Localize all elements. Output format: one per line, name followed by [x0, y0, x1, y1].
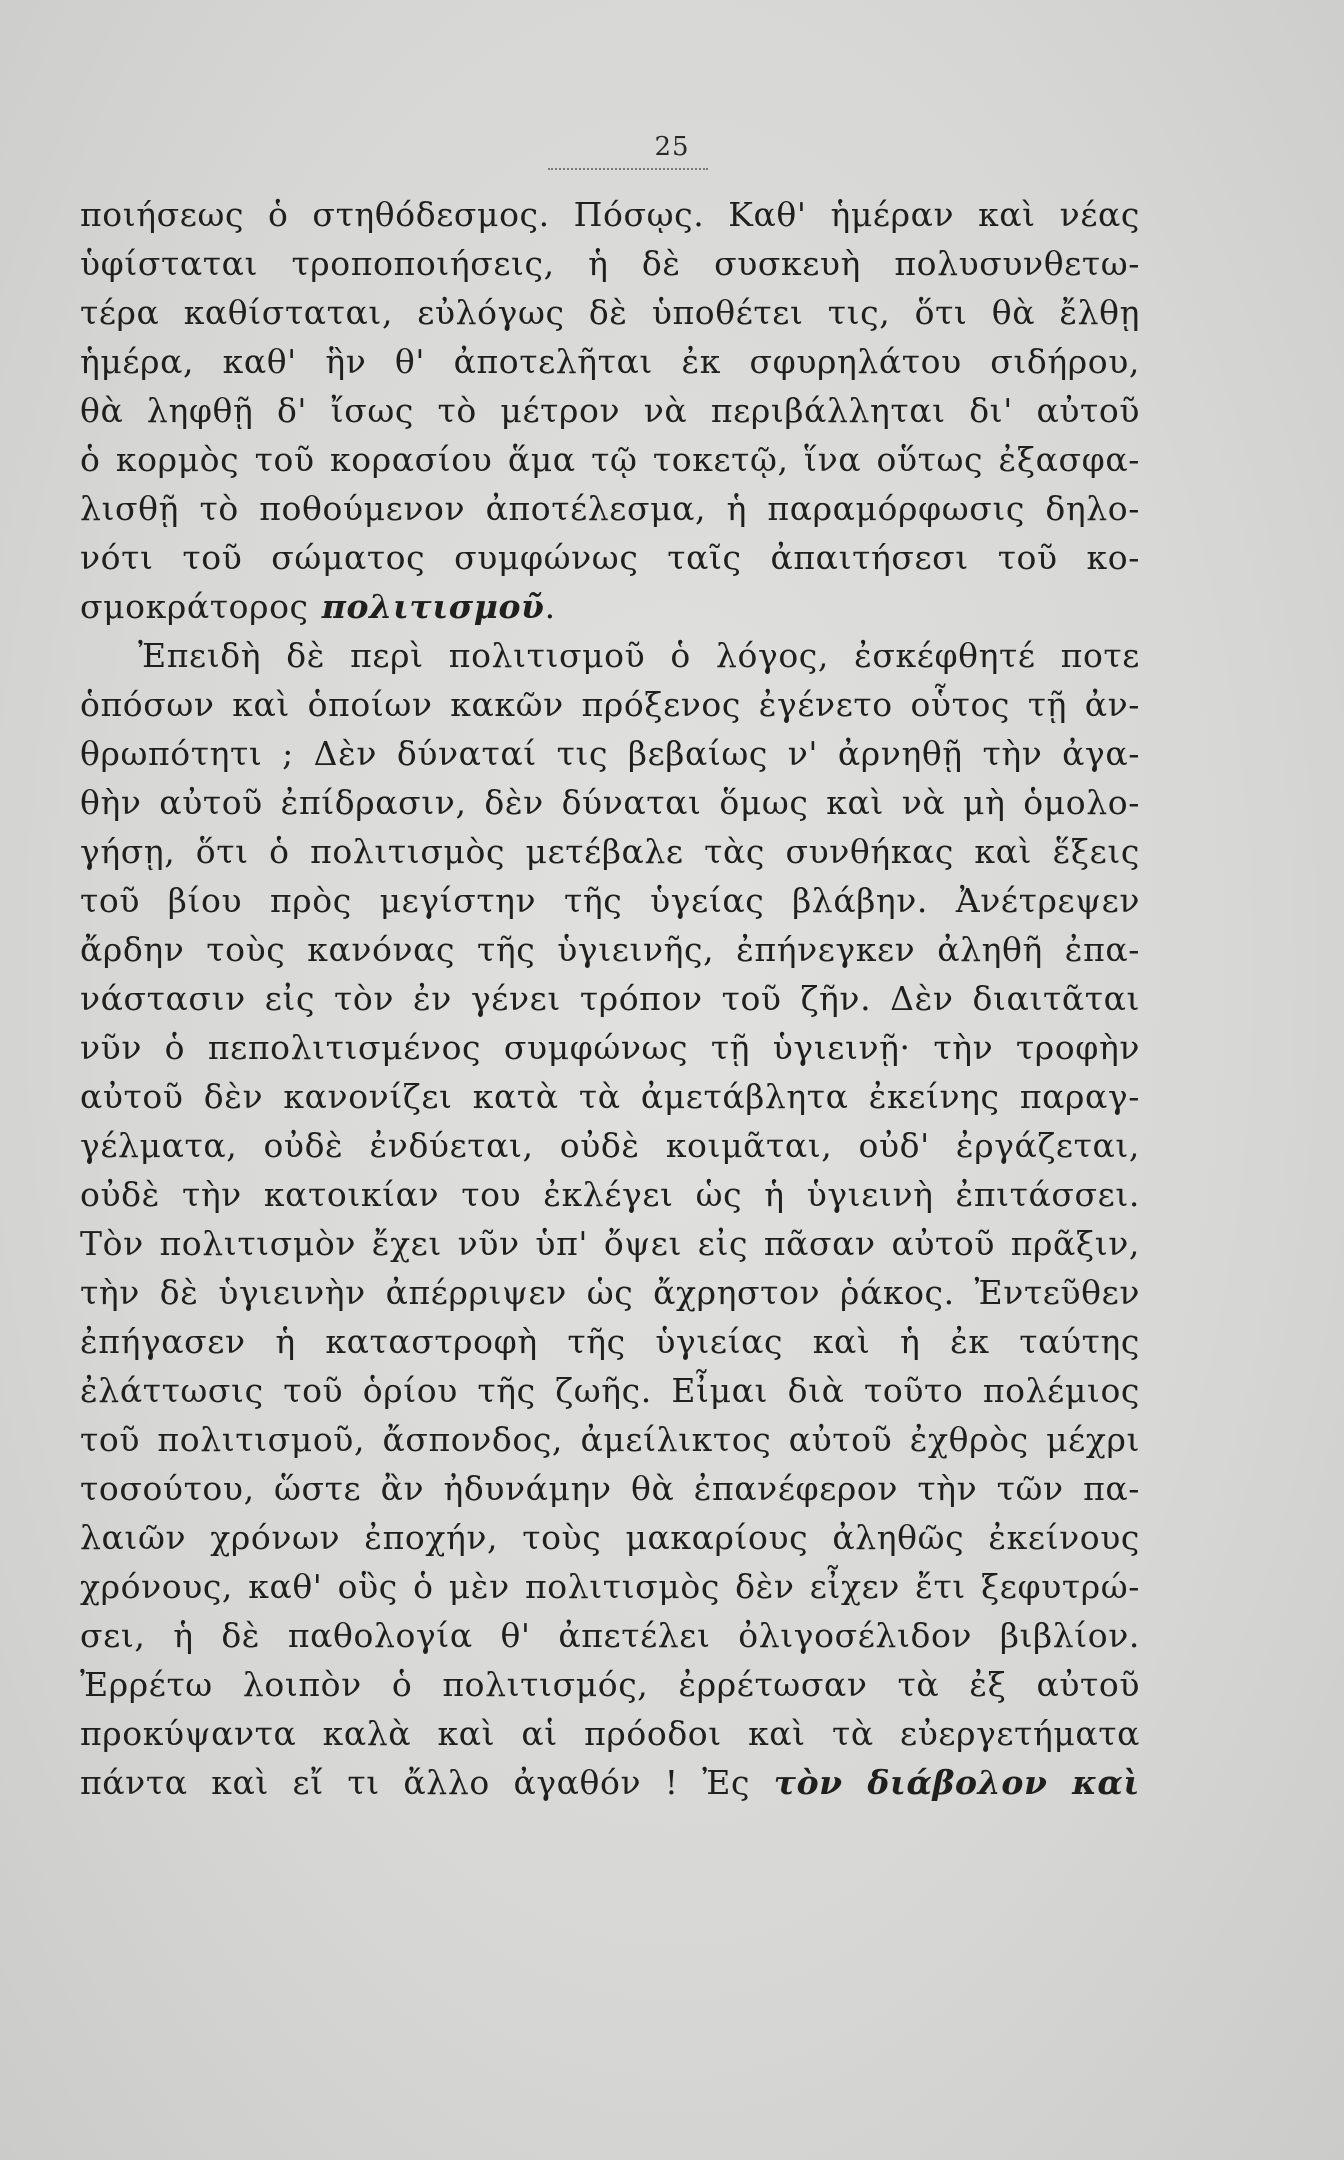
- text-line-content: αὐτοῦ δὲν κανονίζει κατὰ τὰ ἀμετάβλητα ἐκείνης παραγ-: [80, 1077, 1140, 1116]
- text-line-content: Τὸν πολιτισμὸν ἔχει νῦν ὑπ' ὄψει εἰς πᾶσαν αὐτοῦ πρᾶξιν,: [80, 1224, 1140, 1263]
- text-line-content: ὁ κορμὸς τοῦ κορασίου ἅμα τῷ τοκετῷ, ἵνα οὕτως ἐξασφα-: [80, 440, 1140, 479]
- text-line: [80, 876, 1140, 925]
- text-line: [80, 1170, 1140, 1219]
- text-line: [80, 337, 1140, 386]
- text-line: [80, 1023, 1140, 1072]
- text-line: [80, 1660, 1140, 1709]
- text-line-content: ἡμέρα, καθ' ἣν θ' ἀποτελῆται ἐκ σφυρηλάτου σιδήρου,: [80, 342, 1140, 381]
- text-line-content: τὴν δὲ ὑγιεινὴν ἀπέρριψεν ὡς ἄχρηστον ῥάκος. Ἐντεῦθεν: [80, 1273, 1140, 1312]
- text-line-content: λαιῶν χρόνων ἐποχήν, τοὺς μακαρίους ἀληθῶς ἐκείνους: [80, 1518, 1140, 1557]
- text-line: [80, 386, 1140, 435]
- text-line-content: ποιήσεως ὁ στηθόδεσμος. Πόσῳς. Καθ' ἡμέραν καὶ νέας: [80, 195, 1140, 234]
- text-line-content: οὐδὲ τὴν κατοικίαν του ἐκλέγει ὡς ἡ ὑγιεινὴ ἐπιτάσσει.: [80, 1175, 1140, 1214]
- text-line-content: θρωπότητι ; Δὲν δύναταί τις βεβαίως ν' ἀρνηθῇ τὴν ἀγα-: [80, 734, 1140, 773]
- text-line-content: λισθῇ τὸ ποθούμενον ἀποτέλεσμα, ἡ παραμόρφωσις δηλο-: [80, 489, 1140, 528]
- text-line-content: θὴν αὐτοῦ ἐπίδρασιν, δὲν δύναται ὅμως καὶ νὰ μὴ ὁμολο-: [80, 783, 1140, 822]
- text-line: [80, 239, 1140, 288]
- text-line: [80, 631, 1140, 680]
- text-line-content: θὰ ληφθῇ δ' ἴσως τὸ μέτρον νὰ περιβάλληται δι' αὐτοῦ: [80, 391, 1140, 430]
- text-line: [80, 729, 1140, 778]
- text-line-content: Ἐπειδὴ δὲ περὶ πολιτισμοῦ ὁ λόγος, ἐσκέφθητέ ποτε: [138, 636, 1140, 675]
- text-line: [80, 533, 1140, 582]
- text-line: [80, 1758, 1140, 1807]
- text-line-content: τοσούτου, ὥστε ἂν ἠδυνάμην θὰ ἐπανέφερον τὴν τῶν πα-: [80, 1469, 1140, 1508]
- text-line-content: νότι τοῦ σώματος συμφώνως ταῖς ἀπαιτήσεσι τοῦ κο-: [80, 538, 1140, 577]
- text-line: [80, 1464, 1140, 1513]
- text-line-content: ἄρδην τοὺς κανόνας τῆς ὑγιεινῆς, ἐπήνεγκεν ἀληθῆ ἐπα-: [80, 930, 1140, 969]
- emphasized-text: τὸν διάβολον καὶ: [773, 1763, 1140, 1802]
- text-line: [80, 1317, 1140, 1366]
- text-line: [80, 827, 1140, 876]
- text-line: [80, 974, 1140, 1023]
- text-line: [80, 435, 1140, 484]
- text-line-content: ὑφίσταται τροποποιήσεις, ἡ δὲ συσκευὴ πολυσυνθετω-: [80, 244, 1140, 283]
- text-line: [80, 1611, 1140, 1660]
- emphasized-text: πολιτισμοῦ: [321, 587, 545, 626]
- text-line-content: ἐπήγασεν ἡ καταστροφὴ τῆς ὑγιείας καὶ ἡ ἐκ ταύτης: [80, 1322, 1140, 1361]
- text-line: [80, 1366, 1140, 1415]
- text-line-content: προκύψαντα καλὰ καὶ αἱ πρόοδοι καὶ τὰ εὐεργετήματα: [80, 1714, 1140, 1753]
- text-line: [80, 1562, 1140, 1611]
- text-line-content: νῦν ὁ πεπολιτισμένος συμφώνως τῇ ὑγιεινῇ· τὴν τροφὴν: [80, 1028, 1140, 1067]
- text-line-content: γήσῃ, ὅτι ὁ πολιτισμὸς μετέβαλε τὰς συνθήκας καὶ ἕξεις: [80, 832, 1140, 871]
- text-line: [80, 484, 1140, 533]
- page-number: 25: [654, 132, 690, 162]
- text-line: [80, 1709, 1140, 1758]
- text-line: [80, 288, 1140, 337]
- text-line: [80, 778, 1140, 827]
- text-line: [80, 1268, 1140, 1317]
- text-line-content: σμοκράτορος: [80, 587, 309, 626]
- text-line-content: τέρα καθίσταται, εὐλόγως δὲ ὑποθέτει τις, ὅτι θὰ ἔλθῃ: [80, 293, 1140, 332]
- text-line-content: ὁπόσων καὶ ὁποίων κακῶν πρόξενος ἐγένετο οὗτος τῇ ἀν-: [80, 685, 1140, 724]
- text-line-content: ἐλάττωσις τοῦ ὁρίου τῆς ζωῆς. Εἶμαι διὰ τοῦτο πολέμιος: [80, 1371, 1140, 1410]
- text-line: [80, 1415, 1140, 1464]
- text-line-content: νάστασιν εἰς τὸν ἐν γένει τρόπον τοῦ ζῆν. Δὲν διαιτᾶται: [80, 979, 1140, 1018]
- text-line-content: χρόνους, καθ' οὓς ὁ μὲν πολιτισμὸς δὲν εἶχεν ἔτι ξεφυτρώ-: [80, 1567, 1140, 1606]
- text-line-content: τοῦ βίου πρὸς μεγίστην τῆς ὑγείας βλάβην. Ἀνέτρεψεν: [80, 881, 1140, 920]
- text-line: [80, 1219, 1140, 1268]
- text-line-content: σει, ἡ δὲ παθολογία θ' ἀπετέλει ὀλιγοσέλιδον βιβλίον.: [80, 1616, 1140, 1655]
- text-line-content: γέλματα, οὐδὲ ἐνδύεται, οὐδὲ κοιμᾶται, οὐδ' ἐργάζεται,: [80, 1126, 1140, 1165]
- text-line: [80, 1121, 1140, 1170]
- text-line: [80, 680, 1140, 729]
- text-line-tail: .: [544, 587, 556, 626]
- text-line: [80, 1513, 1140, 1562]
- text-line: [80, 190, 1140, 239]
- text-line: [80, 925, 1140, 974]
- text-line: [80, 1072, 1140, 1121]
- page-number-divider: [548, 168, 708, 170]
- body-text: [80, 190, 1140, 1807]
- text-line-content: τοῦ πολιτισμοῦ, ἄσπονδος, ἀμείλικτος αὐτοῦ ἐχθρὸς μέχρι: [80, 1420, 1140, 1459]
- text-line-content: πάντα καὶ εἴ τι ἄλλο ἀγαθόν ! Ἐς: [80, 1763, 751, 1802]
- text-line: [80, 582, 1140, 631]
- text-line-content: Ἐρρέτω λοιπὸν ὁ πολιτισμός, ἐρρέτωσαν τὰ ἐξ αὐτοῦ: [80, 1665, 1140, 1704]
